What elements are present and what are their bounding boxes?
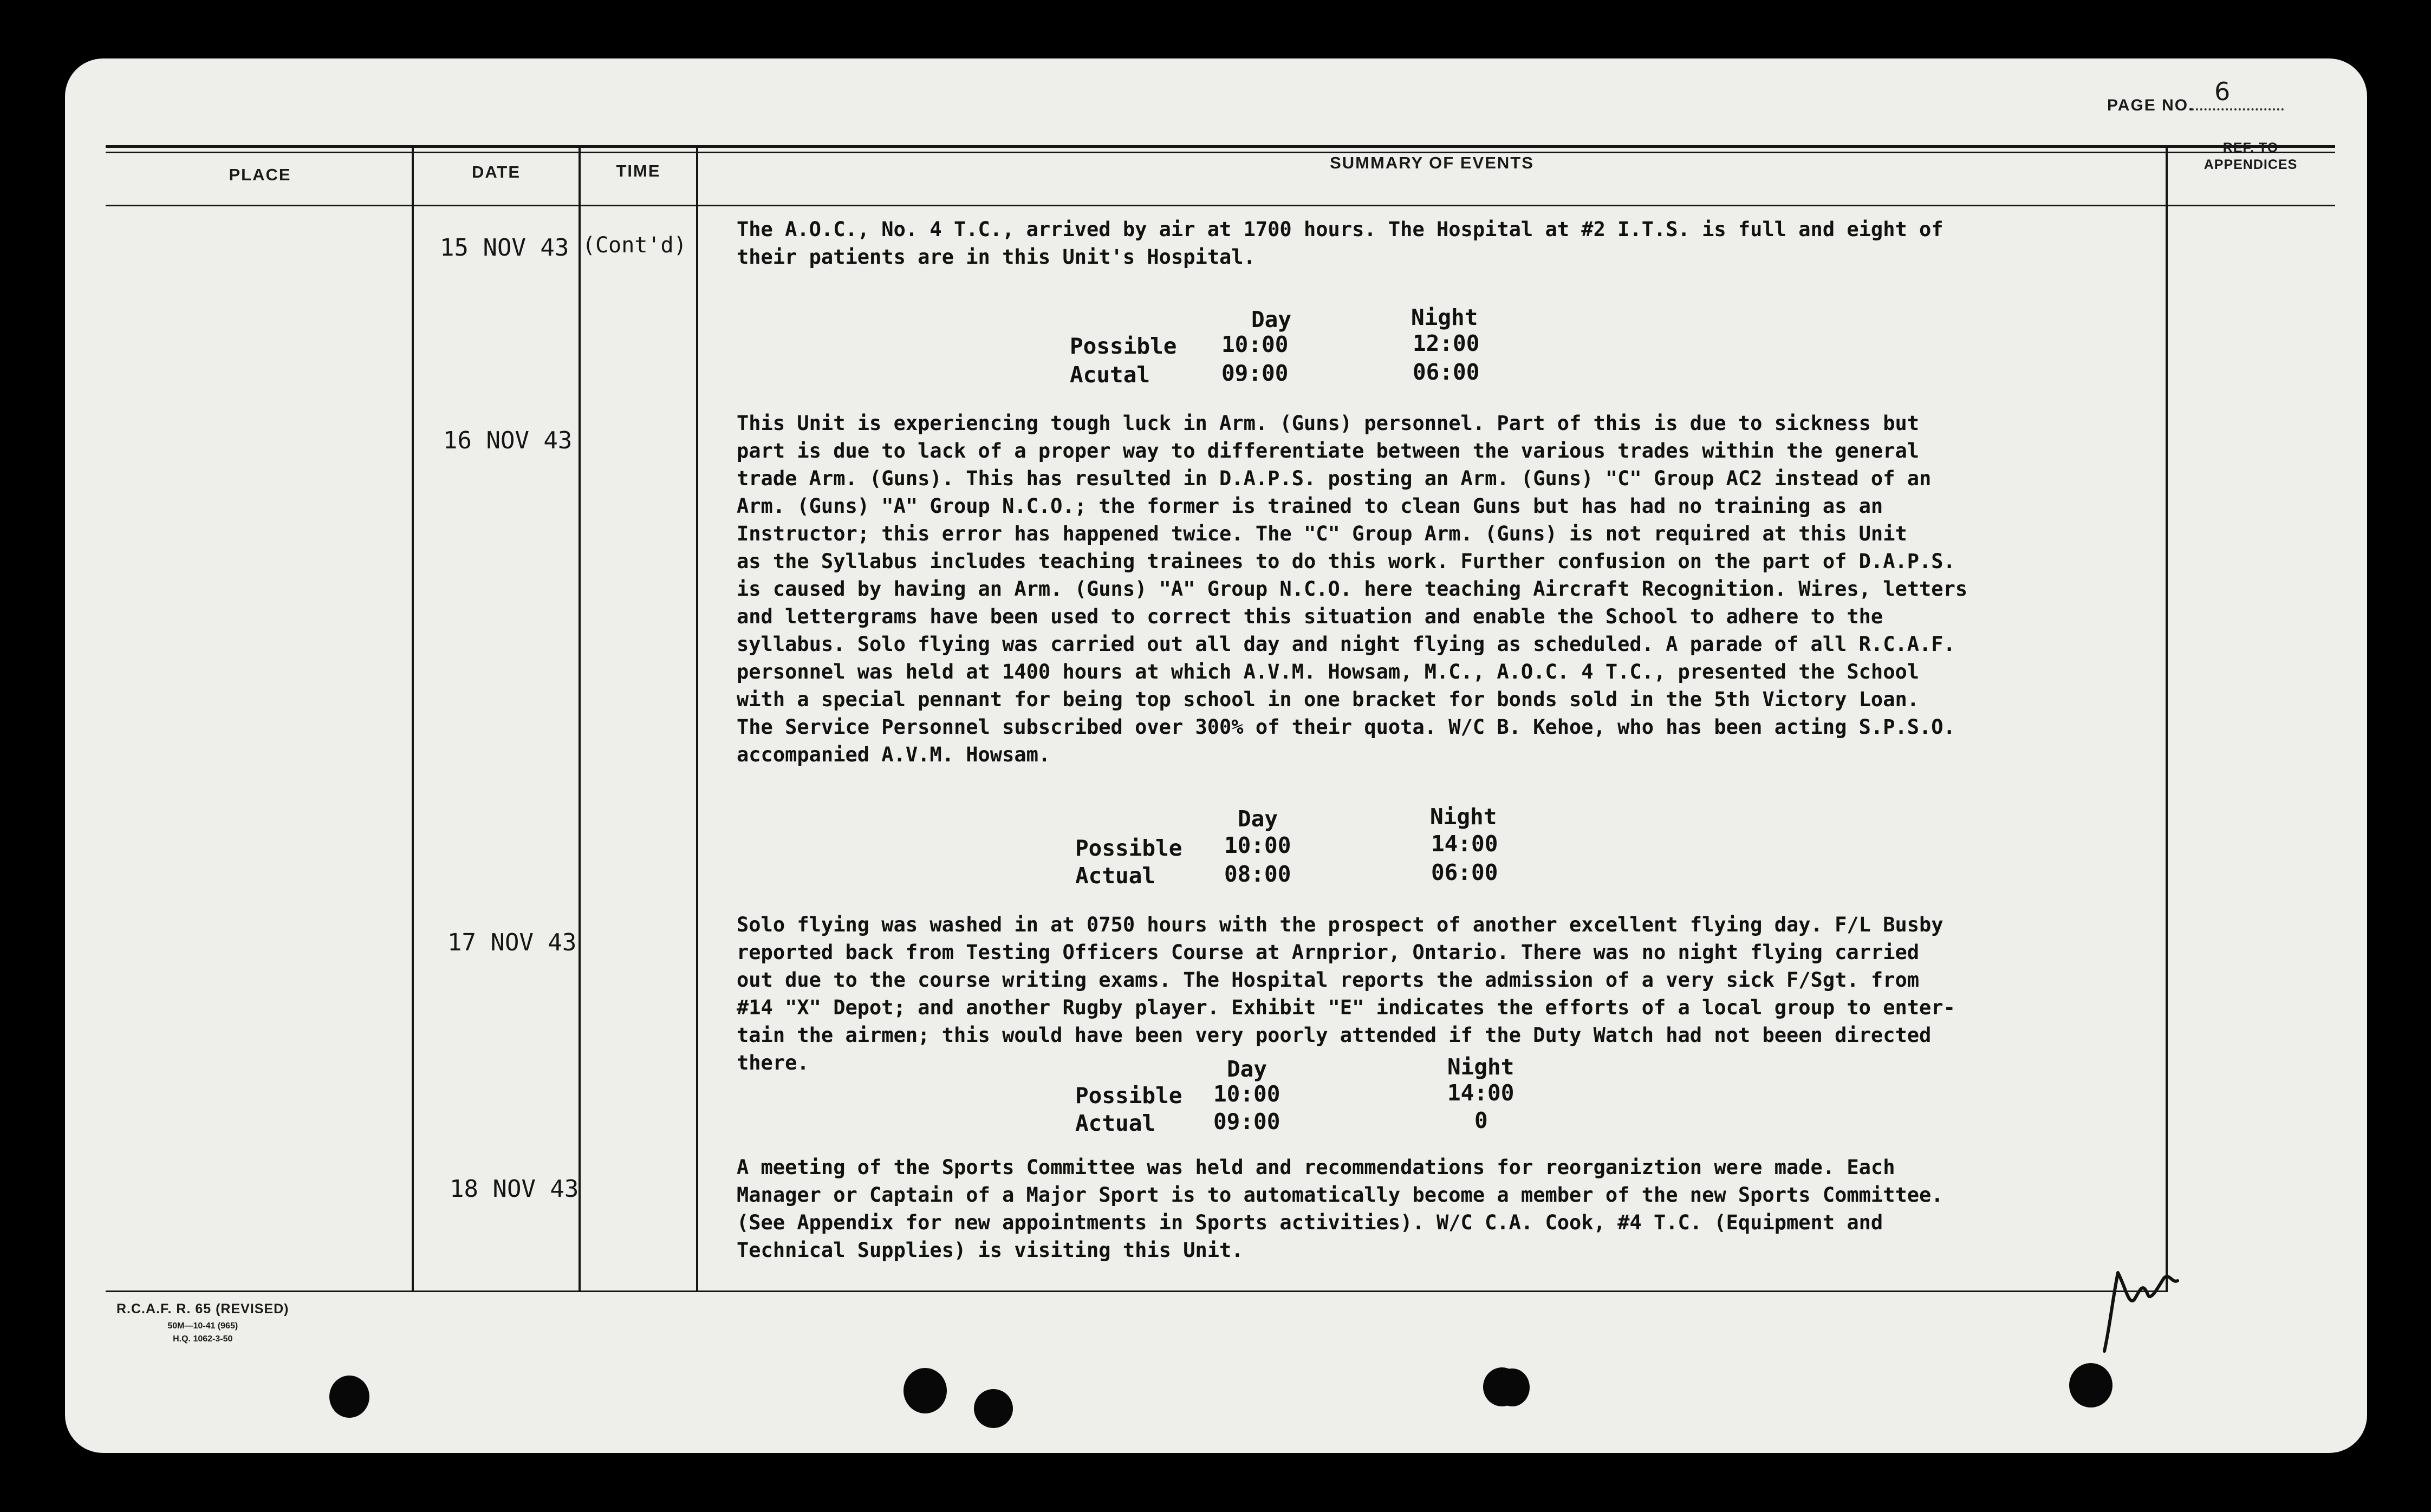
stats-night-label: Night — [1411, 304, 1478, 330]
entry-date: 16 NOV 43 — [443, 427, 573, 454]
stats-row2-label: Actual — [1075, 863, 1156, 889]
column-header-place: PLACE — [229, 165, 291, 184]
stats-row1-day: 10:00 — [1213, 1081, 1280, 1107]
entry-date: 18 NOV 43 — [450, 1175, 579, 1203]
stats-row1-night: 12:00 — [1413, 330, 1480, 356]
entry-date: 17 NOV 43 — [447, 929, 577, 956]
stats-row1-day: 10:00 — [1224, 832, 1291, 858]
punch-hole — [903, 1368, 947, 1413]
entry-summary-text: Solo flying was washed in at 0750 hours with the prospect of another excellent flying day. F/L Busby reported back from Testing Officers Course at Arnprior, Ontario. There was no night flying carried out due to the course writing exams. The Hospital reports the admission of a very sick F/Sgt. from #14 "X" Depot; and another Rugby player. Exhibit "E" indicates the efforts of a local group to enter- tain the airmen; this would have been very poorly attended if the Duty Watch had not beeen directed there. — [737, 913, 1955, 1074]
stats-row2-day: 08:00 — [1224, 861, 1291, 887]
footer-rule — [106, 1291, 2168, 1292]
stats-night-label: Night — [1447, 1054, 1514, 1080]
punch-hole — [974, 1389, 1013, 1428]
column-header-appendices-line1: REF. TO — [2222, 140, 2279, 155]
column-header-appendices — [2168, 140, 2334, 173]
form-hq-code: H.Q. 1062-3-50 — [173, 1334, 233, 1344]
page-number-dotted-line — [2192, 108, 2284, 110]
stats-night-label: Night — [1430, 804, 1497, 830]
stats-row1-day: 10:00 — [1221, 331, 1289, 357]
stats-row2-night: 0 — [1474, 1107, 1488, 1133]
page-number: 6 — [2214, 77, 2231, 106]
entry-summary-text: This Unit is experiencing tough luck in Arm. (Guns) personnel. Part of this is due to sickness but part is due to lack of a proper way to differentiate between the various trades within the general trade Arm. (Guns). This has resulted in D.A.P.S. posting an Arm. (Guns) "C" Group AC2 instead of an Arm. (Guns) "A" Group N.C.O.; the former is trained to clean Guns but has had no training as an Instructor; this error has happened twice. The "C" Group Arm. (Guns) is not required at this Unit as the Syllabus includes teaching trainees to do this work. Further confusion on the part of D.A.P.S. is caused by having an Arm. (Guns) "A" Group N.C.O. here teaching Aircraft Recognition. Wires, letters and lettergrams have been used to correct this situation and enable the School to adhere to the syllabus. Solo flying was carried out all day and night flying as scheduled. A parade of all R.C.A.F. personnel was held at 1400 hours at which A.V.M. Howsam, M.C., A.O.C. 4 T.C., presented the School with a special pennant for being top school in one bracket for bonds sold in the 5th Victory Loan. The Service Personnel subscribed over 300% of their quota. W/C B. Kehoe, who has been acting S.P.S.O. accompanied A.V.M. Howsam. — [737, 412, 1968, 766]
column-divider-time — [696, 148, 698, 1291]
form-print-code: 50M—10-41 (965) — [167, 1321, 238, 1331]
stats-day-label: Day — [1227, 1056, 1268, 1082]
column-divider-date — [578, 148, 581, 1291]
header-top-rule — [106, 145, 2335, 148]
entry-time: (Cont'd) — [582, 233, 687, 258]
form-identifier — [116, 1301, 289, 1344]
punch-hole — [329, 1376, 369, 1418]
stats-day-label: Day — [1238, 806, 1278, 832]
column-header-time: TIME — [616, 161, 661, 180]
punch-hole — [2069, 1363, 2112, 1407]
entry-summary-text: A meeting of the Sports Committee was held and recommendations for reorganiztion were made. Each Manager or Captain of a Major Sport is to automatically become a member of the new Sports Committee. (See Appendix for new appointments in Sports activities). W/C C.A. Cook, #4 T.C. (Equipment and Technical Supplies) is visiting this Unit. — [737, 1156, 1943, 1262]
punch-hole — [1495, 1368, 1530, 1406]
entry-date: 15 NOV 43 — [440, 234, 569, 262]
stats-row2-label: Actual — [1075, 1110, 1156, 1136]
stats-row1-night: 14:00 — [1447, 1080, 1514, 1106]
page-number-label: PAGE NO. — [2107, 96, 2194, 114]
column-divider-place — [412, 148, 414, 1291]
header-bottom-rule — [106, 205, 2335, 206]
column-header-summary: SUMMARY OF EVENTS — [1330, 153, 1534, 172]
stats-row2-day: 09:00 — [1213, 1109, 1280, 1135]
stats-row1-label: Possible — [1070, 333, 1177, 359]
stats-day-label: Day — [1251, 307, 1292, 333]
stats-row1-label: Possible — [1075, 1083, 1182, 1109]
stats-row1-night: 14:00 — [1431, 831, 1498, 857]
stats-row2-label: Acutal — [1070, 362, 1150, 388]
stats-row2-night: 06:00 — [1431, 859, 1498, 885]
column-header-date: DATE — [471, 162, 521, 181]
form-number: R.C.A.F. R. 65 (REVISED) — [116, 1301, 289, 1317]
handwritten-initials — [2096, 1240, 2188, 1359]
stats-row2-day: 09:00 — [1221, 360, 1289, 386]
column-header-appendices-line2: APPENDICES — [2204, 157, 2298, 172]
stats-row1-label: Possible — [1075, 835, 1182, 861]
stats-row2-night: 06:00 — [1413, 359, 1480, 385]
entry-summary-text: The A.O.C., No. 4 T.C., arrived by air at 1700 hours. The Hospital at #2 I.T.S. is full and eight of their patients are in this Unit's Hospital. — [737, 218, 1943, 269]
